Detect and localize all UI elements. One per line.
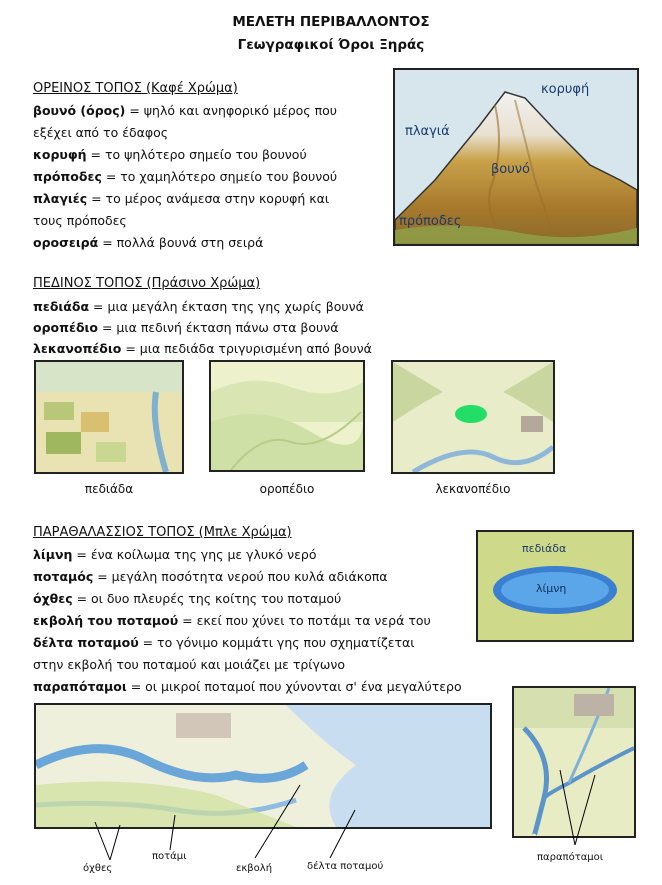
def-text: = ένα κοίλωμα της γης με γλυκό νερό <box>72 547 317 562</box>
def-text: = ψηλό και ανηφορικό μέρος που <box>125 103 338 118</box>
def-text: τους πρόποδες <box>33 213 127 228</box>
tributaries-label: παραπόταμοι <box>537 852 604 863</box>
def-text: στην εκβολή του ποταμού και μοιάζει με τρίγωνο <box>33 657 345 672</box>
def-term: ποταμός <box>33 569 94 584</box>
def-term: όχθες <box>33 591 73 606</box>
mountain-heading: ΟΡΕΙΝΟΣ ΤΟΠΟΣ (Καφέ Χρώμα) <box>33 81 238 96</box>
page-title: ΜΕΛΕΤΗ ΠΕΡΙΒΑΛΛΟΝΤΟΣ <box>232 14 430 30</box>
page-subtitle: Γεωγραφικοί Όροι Ξηράς <box>237 37 425 53</box>
def-text: = το μέρος ανάμεσα στην κορυφή και <box>87 191 330 206</box>
caption-plateau: οροπέδιο <box>259 482 315 496</box>
lake-plain-label: πεδιάδα <box>522 542 567 555</box>
def-text: = μια πεδινή έκταση πάνω στα βουνά <box>98 320 339 335</box>
mouth-label: εκβολή <box>236 863 273 874</box>
def-text: = εκεί που χύνει το ποτάμι τα νερά του <box>178 613 431 628</box>
slope-label: πλαγιά <box>405 124 450 139</box>
def-term: βουνό (όρος) <box>33 103 126 118</box>
caption-plain: πεδιάδα <box>84 482 134 496</box>
def-text: = οι μικροί ποταμοί που χύνονται σ' ένα μεγαλύτερο <box>126 679 462 694</box>
def-text: = μια μεγάλη έκταση της γης χωρίς βουνά <box>89 299 364 314</box>
def-text: = το γόνιμο κομμάτι γης που σχηματίζεται <box>138 635 415 650</box>
def-term: λίμνη <box>33 547 73 562</box>
def-term: πεδιάδα <box>33 299 90 314</box>
caption-basin: λεκανοπέδιο <box>435 482 511 496</box>
def-text: = το ψηλότερο σημείο του βουνού <box>86 147 307 162</box>
coast-heading: ΠΑΡΑΘΑΛΑΣΣΙΟΣ ΤΟΠΟΣ (Μπλε Χρώμα) <box>33 525 292 540</box>
def-text: εξέχει από το έδαφος <box>33 125 169 140</box>
def-term: λεκανοπέδιο <box>33 341 122 356</box>
def-term: εκβολή του ποταμού <box>33 613 179 628</box>
def-text: = μια πεδιάδα τριγυρισμένη από βουνά <box>121 341 372 356</box>
delta-label: δέλτα ποταμού <box>307 861 384 872</box>
def-term: δέλτα ποταμού <box>33 635 139 650</box>
plain-heading: ΠΕΔΙΝΟΣ ΤΟΠΟΣ (Πράσινο Χρώμα) <box>33 276 261 291</box>
river-label: ποτάμι <box>152 851 187 862</box>
def-term: οροσειρά <box>33 235 99 250</box>
def-term: κορυφή <box>33 147 87 162</box>
def-term: παραπόταμοι <box>33 679 127 694</box>
foot-label: πρόποδες <box>399 214 462 229</box>
mountain-label: βουνό <box>491 162 530 177</box>
def-term: πλαγιές <box>33 191 88 206</box>
peak-label: κορυφή <box>541 82 590 97</box>
def-term: οροπέδιο <box>33 320 99 335</box>
banks-label: όχθες <box>83 863 113 874</box>
def-term: πρόποδες <box>33 169 102 184</box>
lake-label: λίμνη <box>536 582 567 595</box>
def-text: = το χαμηλότερο σημείο του βουνού <box>101 169 338 184</box>
def-text: = οι δυο πλευρές της κοίτης του ποταμού <box>72 591 342 606</box>
def-text: = πολλά βουνά στη σειρά <box>98 235 264 250</box>
def-text: = μεγάλη ποσότητα νερού που κυλά αδιάκοπα <box>93 569 388 584</box>
